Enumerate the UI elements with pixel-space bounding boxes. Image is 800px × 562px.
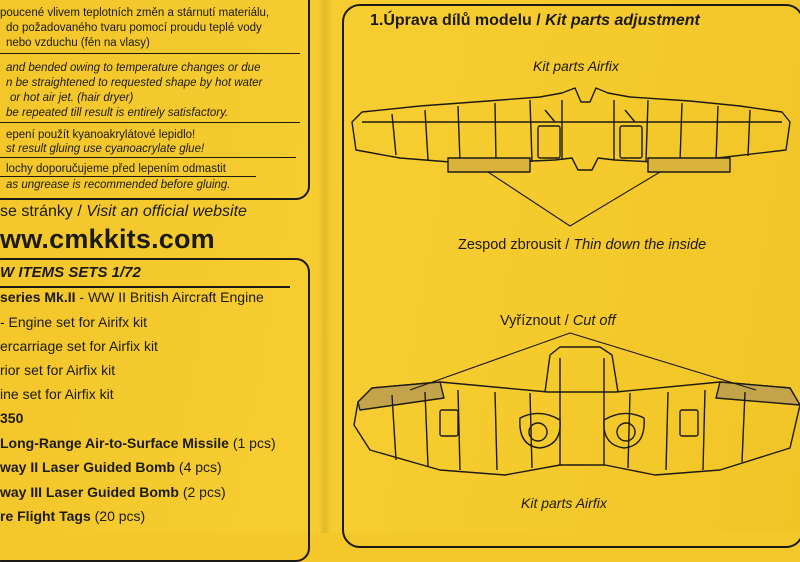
warning-en-line-3: or hot air jet. (hair dryer) xyxy=(10,92,134,104)
set-item: way III Laser Guided Bomb (2 pcs) xyxy=(0,484,226,500)
new-sets-title: W ITEMS SETS 1/72 xyxy=(0,264,141,281)
visit-cz: se stránky / xyxy=(0,203,87,220)
lower-wing-drawing xyxy=(354,333,800,475)
thin-en: Thin down the inside xyxy=(573,237,707,253)
set-item: 350 xyxy=(0,410,24,426)
kit-parts-bottom-label: Kit parts Airfix xyxy=(521,495,607,511)
set-item: series Mk.II - WW II British Aircraft Engine xyxy=(0,289,264,305)
set-item: ine set for Airfix kit xyxy=(0,386,114,402)
panel-title-en: Kit parts adjustment xyxy=(545,12,700,29)
set-item: ercarriage set for Airfix kit xyxy=(0,338,158,354)
upper-wing-drawing xyxy=(352,88,790,226)
clean-en: as ungrease is recommended before gluing. xyxy=(6,179,231,191)
glue-cz: epení použít kyanoakrylátové lepidlo! xyxy=(6,129,196,141)
set-item: way II Laser Guided Bomb (4 pcs) xyxy=(0,459,222,475)
website-url[interactable]: ww.cmkkits.com xyxy=(0,224,215,254)
warning-en-line-1: and bended owing to temperature changes or due xyxy=(6,62,261,74)
warning-cz-line-3: nebo vzduchu (fén na vlasy) xyxy=(6,37,150,49)
set-item: Long-Range Air-to-Surface Missile (1 pcs) xyxy=(0,435,276,451)
visit-en: Visit an official website xyxy=(86,203,247,220)
set-item: - Engine set for Airifx kit xyxy=(0,314,148,330)
thin-cz: Zespod zbrousit / xyxy=(458,237,574,253)
cut-cz: Vyříznout / xyxy=(500,313,573,329)
set-item: rior set for Airfix kit xyxy=(0,362,116,378)
warning-en-line-4: be repeated till result is entirely satisfactory. xyxy=(6,107,229,119)
glue-en: st result gluing use cyanoacrylate glue! xyxy=(6,143,205,155)
warning-cz-line-2: do požadovaného tvaru pomocí proudu teplé vody xyxy=(6,22,262,34)
warning-cz-line-1: poucené vlivem teplotních změn a stárnutí materiálu, xyxy=(0,7,270,19)
clean-cz: lochy doporučujeme před lepením odmastit xyxy=(6,163,226,175)
set-item: re Flight Tags (20 pcs) xyxy=(0,508,146,524)
cut-en: Cut off xyxy=(572,313,616,329)
panel-title-cz: 1.Úprava dílů modelu / xyxy=(370,12,546,29)
kit-parts-top-label: Kit parts Airfix xyxy=(533,58,619,74)
warning-en-line-2: n be straightened to requested shape by hot water xyxy=(6,77,263,89)
